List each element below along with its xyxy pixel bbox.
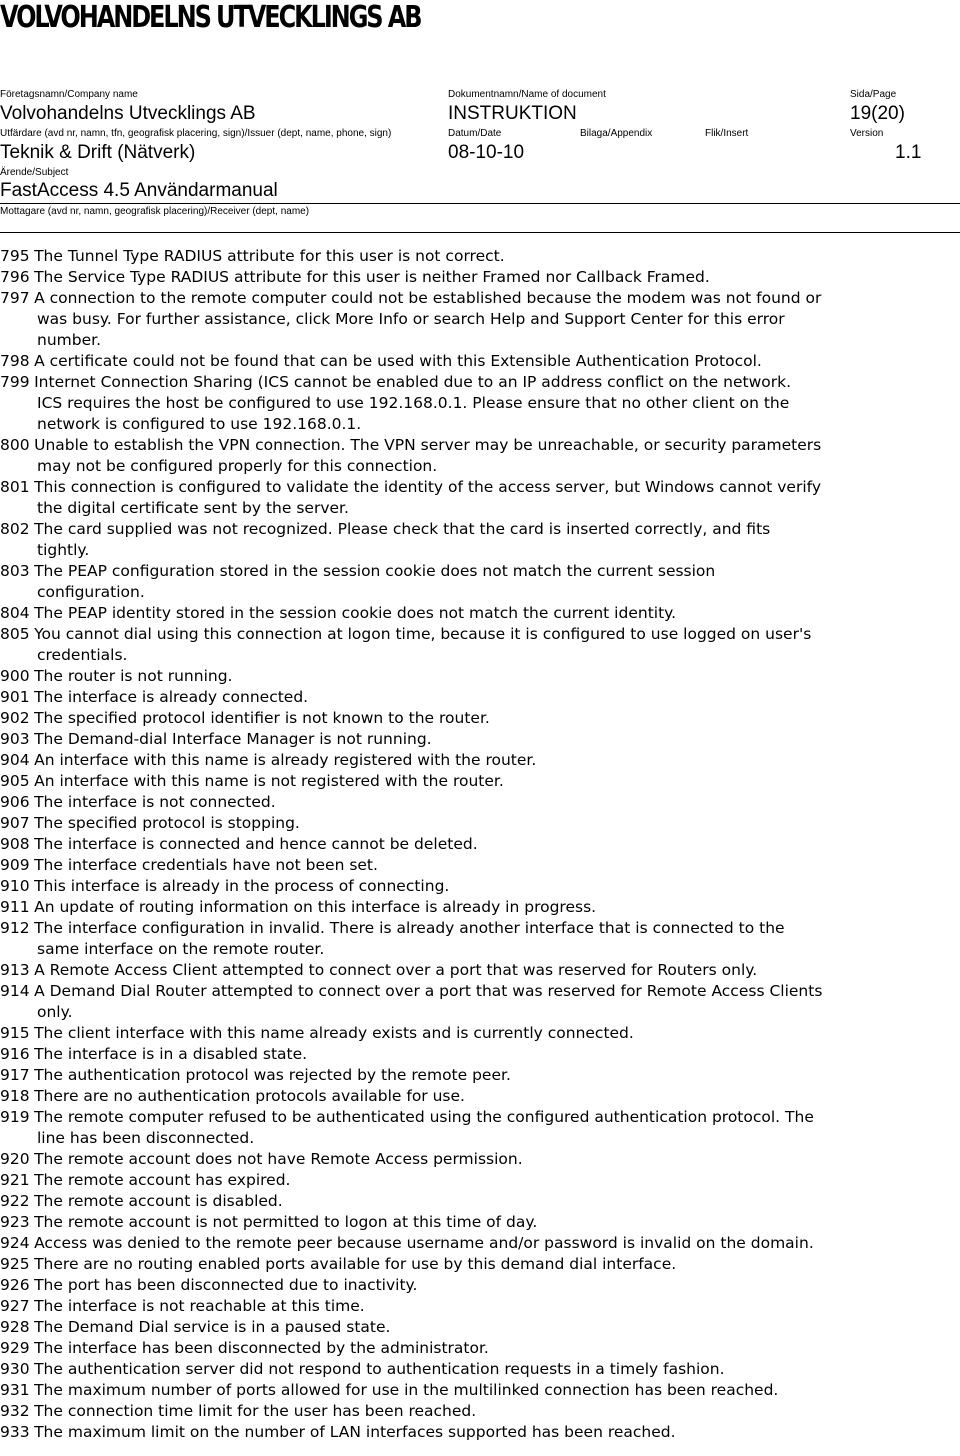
message-line: The Tunnel Type RADIUS attribute for this user is not correct. — [34, 247, 505, 265]
list-item — [0, 372, 960, 435]
message-line: The port has been disconnected due to inactivity. — [34, 1276, 418, 1294]
error-code: 930 — [0, 1360, 30, 1378]
message-line: An update of routing information on this interface is already in progress. — [34, 898, 597, 916]
message-line: The connection time limit for the user has been reached. — [34, 1402, 477, 1420]
error-code: 798 — [0, 352, 30, 370]
list-item — [0, 1086, 960, 1107]
error-message — [34, 771, 960, 792]
error-code: 901 — [0, 688, 30, 706]
error-message — [34, 981, 960, 1002]
company-value: Volvohandelns Utvecklings AB — [0, 103, 256, 124]
message-line: A Demand Dial Router attempted to connect over a port that was reserved for Remote Access Clients — [34, 982, 823, 1000]
message-line: may not be configured properly for this connection. — [37, 457, 438, 475]
subject-label: Ärende/Subject — [0, 167, 69, 178]
list-item — [0, 1107, 960, 1149]
list-item — [0, 267, 960, 288]
list-item — [0, 1191, 960, 1212]
message-line: The Demand Dial service is in a paused state. — [34, 1318, 391, 1336]
error-code: 905 — [0, 772, 30, 790]
error-code: 805 — [0, 625, 30, 643]
list-item — [0, 1317, 960, 1338]
error-code: 929 — [0, 1339, 30, 1357]
list-item — [0, 981, 960, 1023]
message-line: The specified protocol is stopping. — [34, 814, 300, 832]
error-code: 910 — [0, 877, 30, 895]
message-line: Internet Connection Sharing (ICS cannot be enabled due to an IP address conflict on the network. — [34, 373, 792, 391]
error-message — [34, 603, 960, 624]
error-message — [34, 1107, 960, 1128]
error-code: 907 — [0, 814, 30, 832]
docname-value: INSTRUKTION — [448, 103, 577, 124]
list-item — [0, 1212, 960, 1233]
error-code: 931 — [0, 1381, 30, 1399]
error-message — [34, 435, 960, 456]
list-item — [0, 729, 960, 750]
error-message — [34, 1254, 960, 1275]
message-line: The client interface with this name already exists and is currently connected. — [34, 1024, 634, 1042]
company-label: Företagsnamn/Company name — [0, 89, 138, 100]
error-code: 801 — [0, 478, 30, 496]
date-value: 08-10-10 — [448, 142, 525, 163]
message-continuation — [0, 456, 960, 477]
message-line: tightly. — [37, 541, 90, 559]
error-message — [34, 246, 960, 267]
page-value: 19(20) — [850, 103, 905, 124]
list-item — [0, 246, 960, 267]
error-code: 797 — [0, 289, 30, 307]
list-item — [0, 1296, 960, 1317]
list-item — [0, 960, 960, 981]
error-message — [34, 288, 960, 309]
message-line: The interface is connected and hence cannot be deleted. — [34, 835, 478, 853]
list-item — [0, 855, 960, 876]
error-message — [34, 1359, 960, 1380]
appendix-label: Bilaga/Appendix — [580, 128, 653, 139]
error-code: 919 — [0, 1108, 30, 1126]
error-code: 933 — [0, 1423, 30, 1441]
list-item — [0, 1065, 960, 1086]
message-line: The remote account has expired. — [34, 1171, 291, 1189]
docname-label: Dokumentnamn/Name of document — [448, 89, 606, 100]
message-line: The maximum number of ports allowed for use in the multilinked connection has been reached. — [34, 1381, 779, 1399]
version-value: 1.1 — [895, 142, 922, 163]
message-line: The interface is not reachable at this time. — [34, 1297, 365, 1315]
error-message — [34, 372, 960, 393]
message-line: The router is not running. — [34, 667, 233, 685]
message-line: This interface is already in the process of connecting. — [34, 877, 450, 895]
error-message — [34, 1401, 960, 1422]
message-line: This connection is configured to validate the identity of the access server, but Windows cannot verify — [34, 478, 821, 496]
error-message — [34, 750, 960, 771]
list-item — [0, 708, 960, 729]
message-line: Unable to establish the VPN connection. The VPN server may be unreachable, or security parameters — [34, 436, 822, 454]
list-item — [0, 876, 960, 897]
message-line: ICS requires the host be configured to use 192.168.0.1. Please ensure that no other client on the — [37, 394, 790, 412]
error-message — [34, 1044, 960, 1065]
error-code: 802 — [0, 520, 30, 538]
error-message — [34, 1317, 960, 1338]
message-line: The maximum limit on the number of LAN interfaces supported has been reached. — [34, 1423, 676, 1441]
message-line: configuration. — [37, 583, 145, 601]
message-line: The Demand-dial Interface Manager is not running. — [34, 730, 432, 748]
list-item — [0, 1233, 960, 1254]
error-code: 925 — [0, 1255, 30, 1273]
list-item — [0, 666, 960, 687]
list-item — [0, 477, 960, 519]
error-message — [34, 477, 960, 498]
message-line: only. — [37, 1003, 73, 1021]
list-item — [0, 561, 960, 603]
error-code: 906 — [0, 793, 30, 811]
error-message — [34, 1422, 960, 1443]
list-item — [0, 1149, 960, 1170]
error-code: 795 — [0, 247, 30, 265]
error-message — [34, 1233, 960, 1254]
error-message — [34, 729, 960, 750]
message-continuation — [0, 582, 960, 603]
message-line: An interface with this name is not registered with the router. — [34, 772, 504, 790]
message-line: The interface has been disconnected by the administrator. — [34, 1339, 489, 1357]
message-line: There are no authentication protocols available for use. — [34, 1087, 465, 1105]
list-item — [0, 1170, 960, 1191]
list-item — [0, 288, 960, 351]
list-item — [0, 351, 960, 372]
error-code: 914 — [0, 982, 30, 1000]
list-item — [0, 1338, 960, 1359]
list-item — [0, 792, 960, 813]
error-code: 900 — [0, 667, 30, 685]
list-item — [0, 519, 960, 561]
error-code: 916 — [0, 1045, 30, 1063]
error-code: 926 — [0, 1276, 30, 1294]
error-code: 917 — [0, 1066, 30, 1084]
list-item — [0, 1359, 960, 1380]
message-line: An interface with this name is already registered with the router. — [34, 751, 537, 769]
message-continuation — [0, 1002, 960, 1023]
message-line: Access was denied to the remote peer because username and/or password is invalid on the domain. — [34, 1234, 814, 1252]
list-item — [0, 897, 960, 918]
list-item — [0, 813, 960, 834]
error-code: 796 — [0, 268, 30, 286]
error-code: 909 — [0, 856, 30, 874]
error-message — [34, 876, 960, 897]
error-message — [34, 813, 960, 834]
list-item — [0, 771, 960, 792]
message-line: A Remote Access Client attempted to connect over a port that was reserved for Routers only. — [34, 961, 758, 979]
error-message — [34, 1023, 960, 1044]
error-code: 924 — [0, 1234, 30, 1252]
receiver-label: Mottagare (avd nr, namn, geografisk placering)/Receiver (dept, name) — [0, 206, 310, 217]
list-item — [0, 1044, 960, 1065]
error-message — [34, 1380, 960, 1401]
message-line: number. — [37, 331, 101, 349]
message-line: The remote account is not permitted to logon at this time of day. — [34, 1213, 538, 1231]
error-message — [34, 1338, 960, 1359]
company-logo: VOLVOHANDELNS UTVECKLINGS AB — [0, 0, 421, 35]
error-message — [34, 267, 960, 288]
message-line: The interface is not connected. — [34, 793, 276, 811]
error-code: 800 — [0, 436, 30, 454]
error-message — [34, 834, 960, 855]
error-code: 928 — [0, 1318, 30, 1336]
message-line: There are no routing enabled ports available for use by this demand dial interface. — [34, 1255, 677, 1273]
header-divider — [0, 203, 960, 204]
message-line: The authentication protocol was rejected by the remote peer. — [34, 1066, 511, 1084]
message-continuation — [0, 309, 960, 351]
message-line: The PEAP configuration stored in the session cookie does not match the current session — [34, 562, 716, 580]
error-code: 915 — [0, 1024, 30, 1042]
message-continuation — [0, 1128, 960, 1149]
list-item — [0, 603, 960, 624]
error-code: 922 — [0, 1192, 30, 1210]
error-message — [34, 561, 960, 582]
error-message — [34, 855, 960, 876]
error-code: 804 — [0, 604, 30, 622]
list-item — [0, 1254, 960, 1275]
message-line: The remote computer refused to be authenticated using the configured authentication protocol. The — [34, 1108, 814, 1126]
error-message — [34, 1170, 960, 1191]
error-code: 923 — [0, 1213, 30, 1231]
header-bottom-divider — [0, 232, 960, 233]
message-continuation — [0, 498, 960, 519]
error-message — [34, 897, 960, 918]
list-item — [0, 834, 960, 855]
message-continuation — [0, 393, 960, 435]
message-line: The remote account is disabled. — [34, 1192, 283, 1210]
list-item — [0, 1023, 960, 1044]
error-message — [34, 1275, 960, 1296]
error-message — [34, 918, 960, 939]
message-line: The interface is already connected. — [34, 688, 309, 706]
error-message — [34, 351, 960, 372]
error-code: 932 — [0, 1402, 30, 1420]
message-line: credentials. — [37, 646, 128, 664]
list-item — [0, 1380, 960, 1401]
error-message — [34, 1149, 960, 1170]
message-line: was busy. For further assistance, click More Info or search Help and Support Center for this error — [37, 310, 785, 328]
list-item — [0, 1422, 960, 1443]
message-line: The card supplied was not recognized. Please check that the card is inserted correctly, and fits — [34, 520, 771, 538]
list-item — [0, 435, 960, 477]
message-line: line has been disconnected. — [37, 1129, 255, 1147]
message-line: The interface is in a disabled state. — [34, 1045, 308, 1063]
message-line: The Service Type RADIUS attribute for this user is neither Framed nor Callback Framed. — [34, 268, 710, 286]
error-message — [34, 1191, 960, 1212]
error-code: 803 — [0, 562, 30, 580]
error-code: 799 — [0, 373, 30, 391]
message-line: the digital certificate sent by the server. — [37, 499, 349, 517]
error-code: 903 — [0, 730, 30, 748]
message-line: The specified protocol identifier is not known to the router. — [34, 709, 490, 727]
error-message — [34, 1065, 960, 1086]
message-continuation — [0, 540, 960, 561]
message-line: The authentication server did not respond to authentication requests in a timely fashion. — [34, 1360, 725, 1378]
error-code: 911 — [0, 898, 30, 916]
error-message — [34, 687, 960, 708]
list-item — [0, 918, 960, 960]
page-label: Sida/Page — [850, 89, 897, 100]
error-message — [34, 708, 960, 729]
message-line: A connection to the remote computer could not be established because the modem was not found or — [34, 289, 822, 307]
insert-label: Flik/Insert — [705, 128, 749, 139]
error-code: 908 — [0, 835, 30, 853]
list-item — [0, 1275, 960, 1296]
error-code: 921 — [0, 1171, 30, 1189]
message-line: The interface configuration in invalid. There is already another interface that is connected to the — [34, 919, 785, 937]
version-label: Version — [850, 128, 884, 139]
error-message — [34, 792, 960, 813]
error-message — [34, 1212, 960, 1233]
message-line: The interface credentials have not been set. — [34, 856, 378, 874]
message-continuation — [0, 939, 960, 960]
message-line: You cannot dial using this connection at logon time, because it is configured to use logged on user's — [34, 625, 812, 643]
message-line: network is configured to use 192.168.0.1. — [37, 415, 362, 433]
error-code: 912 — [0, 919, 30, 937]
list-item — [0, 624, 960, 666]
message-line: A certificate could not be found that can be used with this Extensible Authentication Protocol. — [34, 352, 762, 370]
error-message — [34, 519, 960, 540]
error-code: 913 — [0, 961, 30, 979]
message-line: The PEAP identity stored in the session cookie does not match the current identity. — [34, 604, 677, 622]
list-item — [0, 687, 960, 708]
issuer-label: Utfärdare (avd nr, namn, tfn, geografisk placering, sign)/Issuer (dept, name, phone, sign) — [0, 128, 392, 139]
issuer-value: Teknik & Drift (Nätverk) — [0, 142, 196, 163]
error-message — [34, 666, 960, 687]
message-continuation — [0, 645, 960, 666]
error-code: 927 — [0, 1297, 30, 1315]
error-code: 902 — [0, 709, 30, 727]
list-item — [0, 750, 960, 771]
error-code: 920 — [0, 1150, 30, 1168]
error-code-list — [0, 246, 960, 1443]
error-message — [34, 1086, 960, 1107]
message-line: same interface on the remote router. — [37, 940, 325, 958]
subject-value: FastAccess 4.5 Användarmanual — [0, 180, 278, 201]
error-message — [34, 624, 960, 645]
error-code: 904 — [0, 751, 30, 769]
error-message — [34, 1296, 960, 1317]
message-line: The remote account does not have Remote Access permission. — [34, 1150, 523, 1168]
error-code: 918 — [0, 1087, 30, 1105]
error-message — [34, 960, 960, 981]
date-label: Datum/Date — [448, 128, 502, 139]
list-item — [0, 1401, 960, 1422]
